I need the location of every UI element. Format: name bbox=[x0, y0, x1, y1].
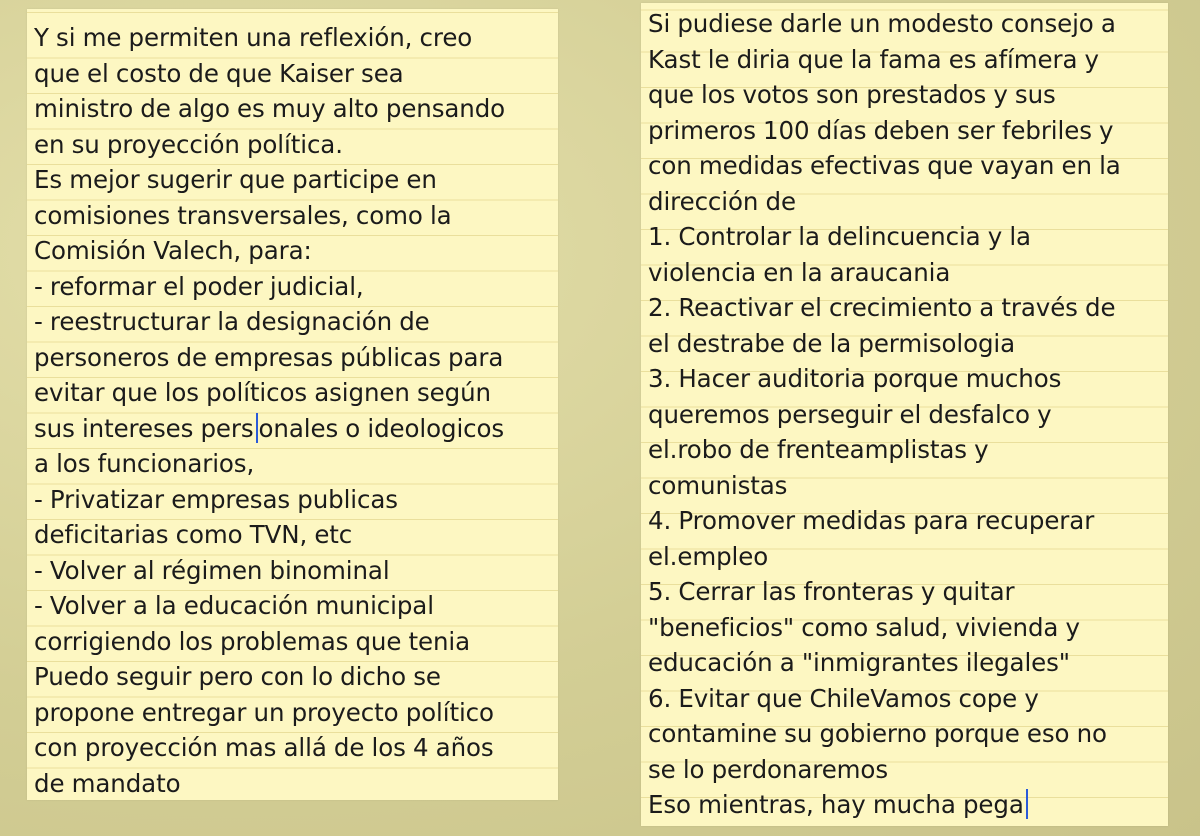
left-note-line-10: personeros de empresas públicas para bbox=[34, 342, 504, 372]
left-note-line-20: propone entregar un proyecto político bbox=[34, 697, 494, 727]
right-note-line-7: 1. Controlar la delincuencia y la bbox=[648, 222, 1031, 251]
right-note-line-11: 3. Hacer auditoria porque muchos bbox=[648, 364, 1062, 393]
left-note-line-19: Puedo seguir pero con lo dicho se bbox=[34, 662, 441, 691]
right-note-line-10: el destrabe de la permisologia bbox=[648, 328, 1016, 358]
text-cursor bbox=[256, 413, 258, 443]
right-note-line-9: 2. Reactivar el crecimiento a través de bbox=[648, 293, 1116, 322]
left-note-line-18: corrigiendo los problemas que tenia bbox=[34, 626, 471, 656]
left-note-line-2: que el costo de que Kaiser sea bbox=[34, 58, 404, 88]
left-note-line-8: - reformar el poder judicial, bbox=[34, 271, 364, 301]
left-note-line-14: - Privatizar empresas publicas bbox=[34, 484, 398, 514]
right-note-line-8: violencia en la araucania bbox=[648, 257, 951, 287]
right-note-line-23-text: Eso mientras, hay mucha pega bbox=[648, 790, 1024, 819]
right-note-line-23 bbox=[648, 787, 1160, 823]
right-note-line-14: comunistas bbox=[648, 470, 788, 500]
right-note-line-15: 4. Promover medidas para recuperar bbox=[648, 506, 1095, 535]
right-note-line-5: con medidas efectivas que vayan en la bbox=[648, 151, 1121, 180]
left-note-line-6: comisiones transversales, como la bbox=[34, 200, 452, 230]
text-cursor-end bbox=[1026, 789, 1028, 819]
right-note-line-4: primeros 100 días deben ser febriles y bbox=[648, 115, 1114, 145]
right-note-line-2: Kast le diria que la fama es afímera y bbox=[648, 44, 1099, 74]
right-note-line-12: queremos perseguir el desfalco y bbox=[648, 399, 1052, 429]
left-note-line-11: evitar que los políticos asignen según bbox=[34, 378, 491, 407]
left-note-line-3: ministro de algo es muy alto pensando bbox=[34, 94, 506, 123]
left-note-line-15: deficitarias como TVN, etc bbox=[34, 520, 353, 549]
left-note-line-12-after-cursor: onales o ideologicos bbox=[258, 413, 505, 443]
left-note-line-12 bbox=[34, 411, 548, 447]
left-note-text-area[interactable] bbox=[27, 9, 558, 800]
right-note-line-21: contamine su gobierno porque eso no bbox=[648, 719, 1107, 748]
left-note-line-7: Comisión Valech, para: bbox=[34, 236, 312, 265]
right-note-line-3: que los votos son prestados y sus bbox=[648, 80, 1056, 109]
right-note-line-18: "beneficios" como salud, vivienda y bbox=[648, 612, 1080, 642]
right-note-line-6: dirección de bbox=[648, 186, 796, 216]
left-note-line-5: Es mejor sugerir que participe en bbox=[34, 165, 437, 194]
left-note-line-17: - Volver a la educación municipal bbox=[34, 591, 434, 620]
right-note-line-17: 5. Cerrar las fronteras y quitar bbox=[648, 577, 1015, 606]
right-note-line-19: educación a "inmigrantes ilegales" bbox=[648, 648, 1070, 677]
right-note-line-13: el.robo de frenteamplistas y bbox=[648, 435, 989, 464]
left-note-line-9: - reestructurar la designación de bbox=[34, 307, 430, 336]
right-note-line-1: Si pudiese darle un modesto consejo a bbox=[648, 9, 1116, 38]
right-note-line-20: 6. Evitar que ChileVamos cope y bbox=[648, 683, 1039, 713]
left-note-line-1: Y si me permiten una reflexión, creo bbox=[34, 23, 473, 52]
right-note-line-16: el.empleo bbox=[648, 541, 769, 571]
right-note-text-area[interactable] bbox=[641, 3, 1168, 826]
left-note-line-22: de mandato bbox=[34, 768, 181, 798]
left-note-line-4: en su proyección política. bbox=[34, 129, 343, 159]
right-note-line-22: se lo perdonaremos bbox=[648, 754, 888, 784]
left-note-line-12-before-cursor: sus intereses pers bbox=[34, 413, 254, 443]
left-note-line-21: con proyección mas allá de los 4 años bbox=[34, 733, 494, 762]
left-note-line-16: - Volver al régimen binominal bbox=[34, 555, 390, 585]
left-note-line-13: a los funcionarios, bbox=[34, 449, 255, 478]
